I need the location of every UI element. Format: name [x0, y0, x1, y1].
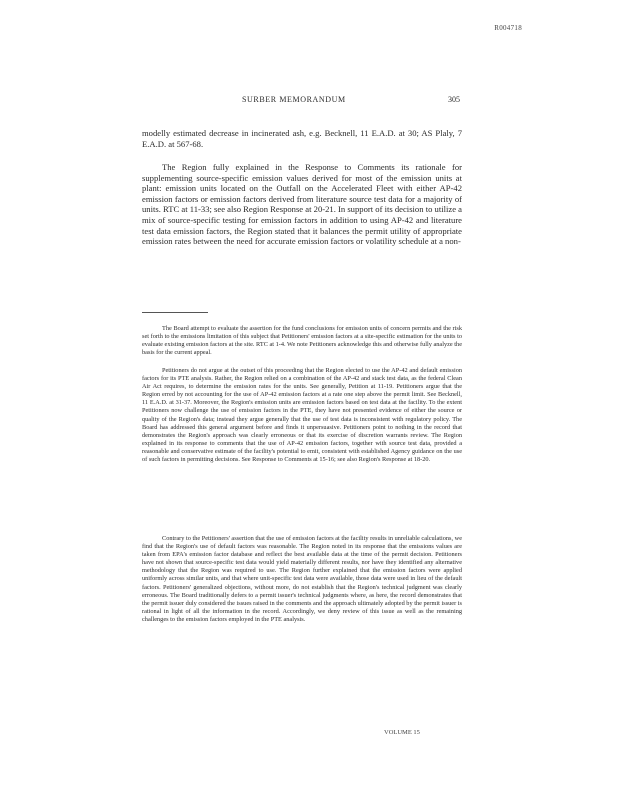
- footer-reference: VOLUME 15: [384, 729, 420, 736]
- footnote-2: Petitioners do not argue at the outset of this proceeding that the Region elected to use the AP-42 and default emission factors for its PTE analysis. Rather, the Region relied on a combination of the AP-42 and stack test data, as the federal Clean Air Act requires, to determine the emission rates for the units. See generally, Petition at 11-19. Petitioners argue that the Region erred by not accounting for the use of AP-42 emission factors at a rate one step above the permit limit. See Becknell, 11 E.A.D. at 31-37. Moreover, the Region's emission units are emission factors based on test data at the facility. To the extent Petitioners now challenge the use of emission factors in the PTE, they have not presented evidence of either the source or quality of the Region's data; instead they argue generally that the use of test data is inconsistent with regulatory policy. The Board has addressed this general argument before and finds it unpersuasive. Petitioners point to nothing in the record that demonstrates the Region's approach was clearly erroneous or that its exercise of discretion warrants review. The Region explained in its response to comments that the use of AP-42 emission factors, together with source test data, provided a reasonable and conservative estimate of the facility's potential to emit, consistent with established Agency guidance on the use of such factors in permitting decisions. See Response to Comments at 15-16; see also Region's Response at 18-20.: [142, 367, 462, 464]
- body-paragraph-continuation: modelly estimated decrease in incinerated ash, e.g. Becknell, 11 E.A.D. at 30; AS Plaly, 7 E.A.D. at 567-68.: [142, 128, 462, 149]
- body-paragraph-region-rationale: The Region fully explained in the Response to Comments its rationale for supplementing source-specific emission values derived for most of the emission units at plant: emission units located on the Outfall on the Accelerated Fleet with either AP-42 emission factors or emission factors derived from literature source test data for a majority of units. RTC at 11-33; see also Region Response at 20-21. In support of its decision to utilize a mix of source-specific testing for emission factors in addition to using AP-42 and literature test data emission factors, the Region stated that it balances the permit utility of appropriate emission rates between the need for accurate emission factors or volatility schedule at a non-: [142, 162, 462, 247]
- footnote-1: The Board attempt to evaluate the assertion for the fund conclusions for emission units of concern permits and the risk set forth to the emissions limitation of this subject that Petitioners' emission factors at a site-specific estimation for the units to evaluate existing emission factors at the site. RTC at 1-4. We note Petitioners acknowledge this and otherwise fully analyze the basis for the current appeal.: [142, 325, 462, 357]
- running-head-title: SURBER MEMORANDUM: [242, 95, 346, 104]
- bates-number: R004718: [494, 24, 522, 32]
- page-number: 305: [448, 95, 460, 104]
- footnote-3: Contrary to the Petitioners' assertion that the use of emission factors at the facility results in unreliable calculations, we find that the Region's use of default factors was reasonable. The Region noted in its response that the emissions values are taken from EPA's emission factor database and reflect the best available data at the time of the permit decision. Petitioners have not shown that source-specific test data would yield materially different results, nor have they identified any alternative methodology that the Region was required to use. The Region further explained that the emission factors were applied uniformly across similar units, and that where unit-specific test data were available, those data were used in lieu of the default factors. Petitioners' generalized objections, without more, do not establish that the Region's technical judgment was clearly erroneous. The Board traditionally defers to a permit issuer's technical judgments where, as here, the record demonstrates that the permit issuer duly considered the issues raised in the comments and the approach ultimately adopted by the permit issuer is rational in light of all the information in the record. Accordingly, we deny review of this issue as well as the remaining challenges to the emission factors employed in the PTE analysis.: [142, 535, 462, 623]
- footnote-divider: [142, 312, 208, 313]
